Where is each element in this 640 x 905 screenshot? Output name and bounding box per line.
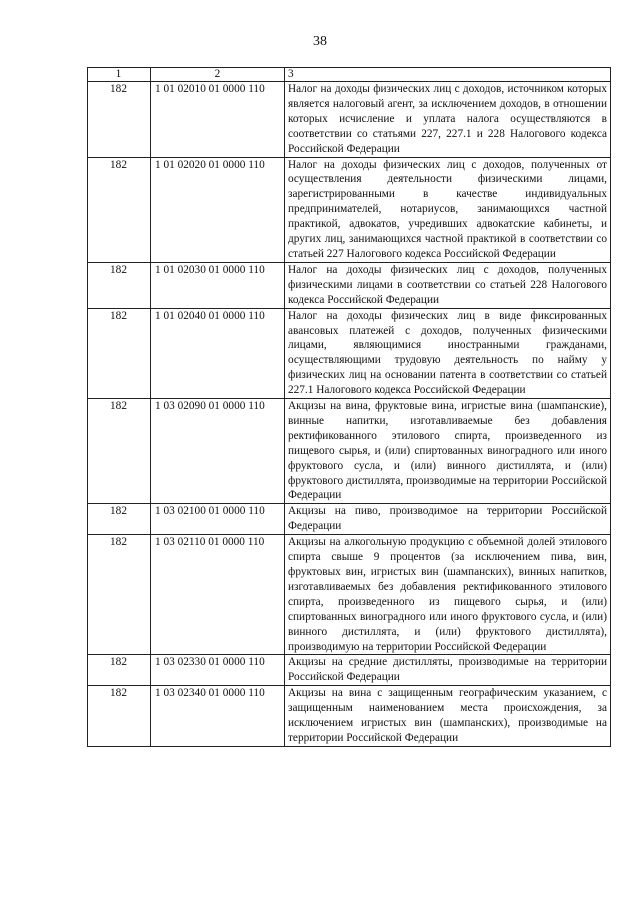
page-number: 38 bbox=[313, 34, 327, 49]
table-row bbox=[88, 157, 611, 262]
kbk-code-cell: 1 01 02040 01 0000 110 bbox=[151, 308, 285, 398]
kbk-code-cell: 1 01 02030 01 0000 110 bbox=[151, 262, 285, 308]
admin-code-cell: 182 bbox=[88, 535, 151, 655]
description-cell: Акцизы на пиво, производимое на территории Российской Федерации bbox=[285, 504, 611, 535]
column-header-1: 1 bbox=[88, 68, 151, 82]
admin-code-cell: 182 bbox=[88, 157, 151, 262]
table-row bbox=[88, 655, 611, 686]
table-row bbox=[88, 504, 611, 535]
table-row bbox=[88, 399, 611, 504]
revenue-codes-table bbox=[87, 67, 611, 747]
admin-code-cell: 182 bbox=[88, 655, 151, 686]
kbk-code-cell: 1 03 02090 01 0000 110 bbox=[151, 399, 285, 504]
admin-code-cell: 182 bbox=[88, 686, 151, 747]
kbk-code-cell: 1 03 02110 01 0000 110 bbox=[151, 535, 285, 655]
description-cell: Акцизы на алкогольную продукцию с объемной долей этилового спирта свыше 9 процентов (за исключением пива, вин, фруктовых вин, игристых вин (шампанских), винных напитков, изготавливаемых без добавления ректификованного этилового спирта, произведенного из пищевого сырья, и (или) спиртованных виноградного или иного фруктового сусла, и (или) винного дистиллята, и (или) фруктового дистиллята), производимую на территории Российской Федерации bbox=[285, 535, 611, 655]
description-cell: Акцизы на вина с защищенным географическим указанием, с защищенным наименованием места происхождения, за исключением игристых вин (шампанских), производимые на территории Российской Федерации bbox=[285, 686, 611, 747]
kbk-code-cell: 1 03 02340 01 0000 110 bbox=[151, 686, 285, 747]
description-cell: Налог на доходы физических лиц с доходов, источником которых является налоговый агент, за исключением доходов, в отношении которых исчисление и уплата налога осуществляются в соответствии со статьями 227, 227.1 и 228 Налогового кодекса Российской Федерации bbox=[285, 82, 611, 158]
description-cell: Налог на доходы физических лиц в виде фиксированных авансовых платежей с доходов, полученных физическими лицами, являющимися иностранными гражданами, осуществляющими трудовую деятельность по найму у физических лиц на основании патента в соответствии со статьей 227.1 Налогового кодекса Российской Федерации bbox=[285, 308, 611, 398]
table-row bbox=[88, 82, 611, 158]
description-cell: Акцизы на вина, фруктовые вина, игристые вина (шампанские), винные напитки, изготавливаемые без добавления ректификованного этилового спирта, произведенного из пищевого сырья, и (или) спиртованных виноградного или иного фруктового сусла, и (или) винного дистиллята, и (или) фруктового дистиллята, производимые на территории Российской Федерации bbox=[285, 399, 611, 504]
column-header-2: 2 bbox=[151, 68, 285, 82]
kbk-code-cell: 1 01 02020 01 0000 110 bbox=[151, 157, 285, 262]
table-header-row bbox=[88, 68, 611, 82]
table-row bbox=[88, 262, 611, 308]
admin-code-cell: 182 bbox=[88, 399, 151, 504]
description-cell: Акцизы на средние дистилляты, производимые на территории Российской Федерации bbox=[285, 655, 611, 686]
column-header-3: 3 bbox=[285, 68, 611, 82]
admin-code-cell: 182 bbox=[88, 262, 151, 308]
kbk-code-cell: 1 01 02010 01 0000 110 bbox=[151, 82, 285, 158]
description-cell: Налог на доходы физических лиц с доходов, полученных от осуществления деятельности физическими лицами, зарегистрированными в качестве индивидуальных предпринимателей, нотариусов, занимающихся частной практикой, адвокатов, учредивших адвокатские кабинеты, и других лиц, занимающихся частной практикой в соответствии со статьей 227 Налогового кодекса Российской Федерации bbox=[285, 157, 611, 262]
admin-code-cell: 182 bbox=[88, 82, 151, 158]
description-cell: Налог на доходы физических лиц с доходов, полученных физическими лицами в соответствии со статьей 228 Налогового кодекса Российской Федерации bbox=[285, 262, 611, 308]
admin-code-cell: 182 bbox=[88, 504, 151, 535]
table-row bbox=[88, 308, 611, 398]
kbk-code-cell: 1 03 02100 01 0000 110 bbox=[151, 504, 285, 535]
admin-code-cell: 182 bbox=[88, 308, 151, 398]
table-row bbox=[88, 686, 611, 747]
kbk-code-cell: 1 03 02330 01 0000 110 bbox=[151, 655, 285, 686]
table-row bbox=[88, 535, 611, 655]
